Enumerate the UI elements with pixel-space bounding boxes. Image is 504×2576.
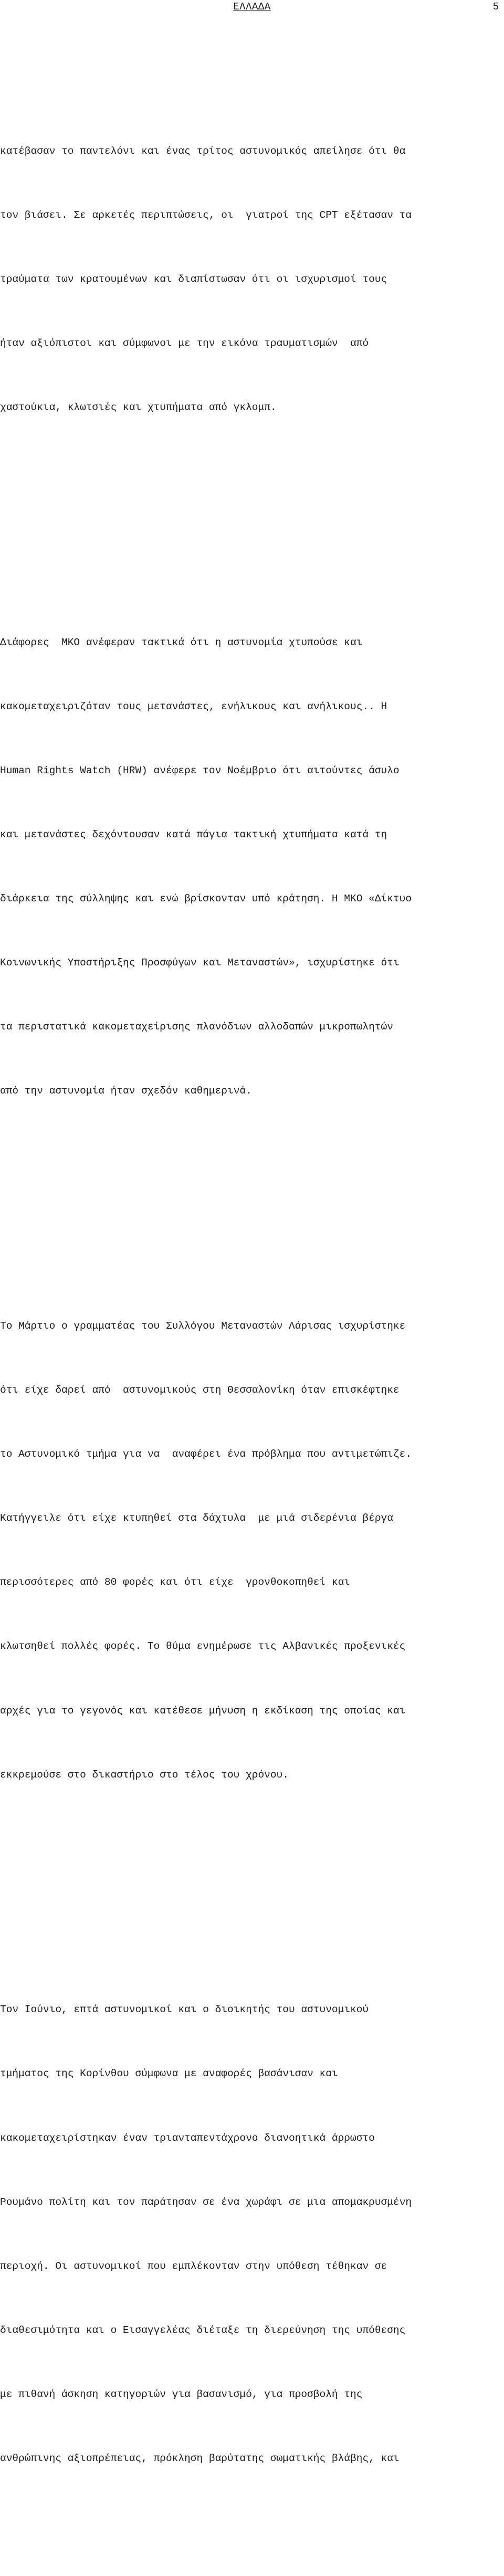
text-line: από την αστυνομία ήταν σχεδόν καθημερινά.	[0, 1085, 252, 1097]
text-line: Human Rights Watch (HRW) ανέφερε τον Νοέμβριο ότι αιτούντες άσυλο	[0, 764, 400, 776]
text-line: τα περιστατικά κακομεταχείρισης πλανόδιων αλλοδαπών μικροπωλητών	[0, 1021, 393, 1033]
text-line: Κατήγγειλε ότι είχε κτυπηθεί στα δάχτυλα με μιά σιδερένια βέργα	[0, 1512, 393, 1524]
text-line: και μετανάστες δεχόντουσαν κατά πάγια τακτική χτυπήματα κατά τη	[0, 828, 387, 840]
page-header	[0, 0, 504, 18]
text-line: Διάφορες ΜΚΟ ανέφεραν τακτικά ότι η αστυνομία χτυπούσε και	[0, 636, 363, 648]
text-line: διαθεσιμότητα και ο Εισαγγελέας διέταξε τη διερεύνηση της υπόθεσης	[0, 2324, 406, 2336]
text-line: ήταν αξιόπιστοι και σύμφωνοι με την εικόνα τραυματισμών από	[0, 337, 369, 349]
text-line: κακομεταχειρίστηκαν έναν τριανταπεντάχρονο διανοητικά άρρωστο	[0, 2132, 375, 2144]
page-number: 5	[492, 1, 499, 13]
text-line: περισσότερες από 80 φορές και ότι είχε γρονθοκοπηθεί και	[0, 1576, 351, 1589]
document-body	[0, 34, 504, 2576]
text-line: διάρκεια της σύλληψης και ενώ βρίσκονταν υπό κράτηση. Η ΜΚΟ «Δίκτυο	[0, 892, 412, 905]
text-line: αρχές για το γεγονός και κατέθεσε μήνυση η εκδίκαση της οποίας και	[0, 1705, 406, 1717]
paragraph	[0, 589, 504, 1144]
paragraph	[0, 98, 504, 461]
text-line: ανθρώπινης αξιοπρέπειας, πρόκληση βαρύτατης σωματικής βλάβης, και	[0, 2452, 400, 2464]
text-line: κακομεταχειριζόταν τους μετανάστες, ενήλικους και ανήλικους.. Η	[0, 700, 387, 712]
text-line: ότι είχε δαρεί από αστυνομικούς στη Θεσσαλονίκη όταν επισκέφτηκε	[0, 1384, 400, 1396]
paragraph-gap	[0, 503, 504, 525]
text-line: το Αστυνομικό τμήμα για να αναφέρει ένα πρόβλημα που αντιμετώπιζε.	[0, 1448, 412, 1460]
text-line: Ρουμάνο πολίτη και τον παράτησαν σε ένα χωράφι σε μια απομακρυσμένη	[0, 2196, 412, 2208]
paragraph	[0, 1957, 504, 2512]
text-line: χαστούκια, κλωτσιές και χτυπήματα από γκλομπ.	[0, 401, 277, 413]
text-line: κλωτσηθεί πολλές φορές. Το θύμα ενημέρωσε τις Αλβανικές προξενικές	[0, 1641, 406, 1653]
paragraph-gap	[0, 1187, 504, 1209]
text-line: περιοχή. Οι αστυνομικοί που εμπλέκονταν στην υπόθεση τέθηκαν σε	[0, 2260, 387, 2272]
text-line: Τον Ιούνιο, επτά αστυνομικοί και ο διοικητής του αστυνομικού	[0, 2004, 369, 2016]
text-line: κατέβασαν το παντελόνι και ένας τρίτος αστυνομικός απείλησε ότι θα	[0, 145, 406, 157]
paragraph	[0, 1273, 504, 1828]
paragraph-gap	[0, 1871, 504, 1892]
text-line: εκκρεμούσε στο δικαστήριο στο τέλος του χρόνου.	[0, 1769, 289, 1781]
text-line: με πιθανή άσκηση κατηγοριών για βασανισμό, για προσβολή της	[0, 2388, 363, 2400]
header-title: ΕΛΛΑΔΑ	[233, 1, 271, 13]
text-line: τμήματος της Κορίνθου σύμφωνα με αναφορές βασάνισαν και	[0, 2068, 338, 2080]
text-line: Το Μάρτιο ο γραμματέας του Συλλόγου Μεταναστών Λάρισας ισχυρίστηκε	[0, 1320, 406, 1332]
text-line: τον βιάσει. Σε αρκετές περιπτώσεις, οι γιατροί της CPT εξέτασαν τα	[0, 209, 412, 221]
text-line: τραύματα των κρατουμένων και διαπίστωσαν ότι οι ισχυρισμοί τους	[0, 273, 387, 285]
text-line: Κοινωνικής Υποστήριξης Προσφύγων και Μεταναστών», ισχυρίστηκε ότι	[0, 957, 400, 969]
